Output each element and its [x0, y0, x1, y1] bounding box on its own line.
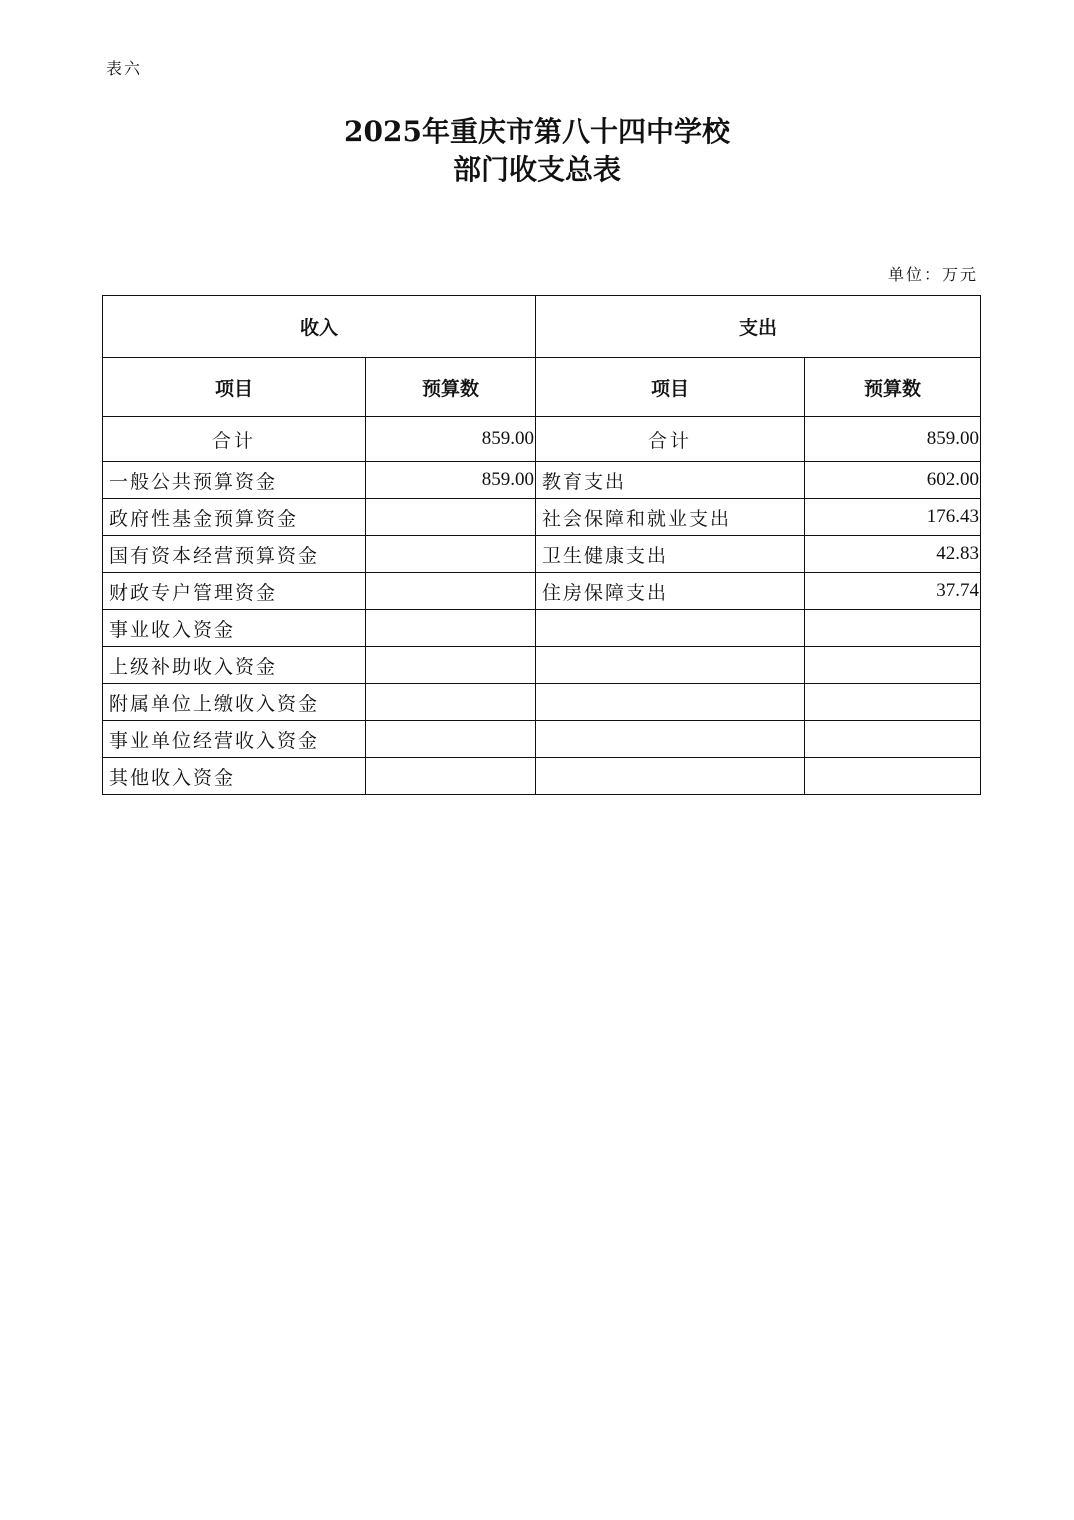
income-value — [366, 647, 536, 684]
income-item: 事业单位经营收入资金 — [103, 721, 366, 758]
income-expense-summary-table — [102, 295, 981, 795]
income-value — [366, 721, 536, 758]
expense-value — [805, 721, 981, 758]
expense-total-value: 859.00 — [805, 417, 981, 462]
page-subtitle: 部门收支总表 — [452, 153, 621, 186]
table-row — [103, 758, 981, 795]
income-item: 财政专户管理资金 — [103, 573, 366, 610]
unit-label: 单位：万元 — [887, 265, 978, 284]
income-total-label: 合计 — [103, 417, 366, 462]
expense-item: 住房保障支出 — [536, 573, 805, 610]
income-value — [366, 536, 536, 573]
income-item: 事业收入资金 — [103, 610, 366, 647]
income-value — [366, 684, 536, 721]
income-item-header: 项目 — [103, 358, 366, 417]
table-row — [103, 721, 981, 758]
expense-item — [536, 721, 805, 758]
income-budget-header: 预算数 — [366, 358, 536, 417]
income-value — [366, 610, 536, 647]
table-number: 表六 — [106, 59, 143, 78]
income-item: 国有资本经营预算资金 — [103, 536, 366, 573]
expense-item: 教育支出 — [536, 462, 805, 499]
table-row — [103, 610, 981, 647]
income-value — [366, 573, 536, 610]
income-item: 其他收入资金 — [103, 758, 366, 795]
expense-value — [805, 610, 981, 647]
group-header-row — [103, 296, 981, 358]
expense-value: 176.43 — [805, 499, 981, 536]
expense-item: 社会保障和就业支出 — [536, 499, 805, 536]
expense-item — [536, 684, 805, 721]
page-title: 2025年重庆市第八十四中学校 — [344, 115, 730, 148]
income-total-value: 859.00 — [366, 417, 536, 462]
income-item: 政府性基金预算资金 — [103, 499, 366, 536]
table-row — [103, 462, 981, 499]
expense-item — [536, 758, 805, 795]
income-item: 附属单位上缴收入资金 — [103, 684, 366, 721]
income-value — [366, 758, 536, 795]
income-value: 859.00 — [366, 462, 536, 499]
expense-value: 602.00 — [805, 462, 981, 499]
expense-value — [805, 684, 981, 721]
column-header-row — [103, 358, 981, 417]
expense-item: 卫生健康支出 — [536, 536, 805, 573]
expense-budget-header: 预算数 — [805, 358, 981, 417]
table-row — [103, 536, 981, 573]
expense-value — [805, 647, 981, 684]
total-row — [103, 417, 981, 462]
expense-value — [805, 758, 981, 795]
income-group-header: 收入 — [103, 296, 536, 358]
expense-total-label: 合计 — [536, 417, 805, 462]
table-row — [103, 573, 981, 610]
expense-value: 42.83 — [805, 536, 981, 573]
income-item: 上级补助收入资金 — [103, 647, 366, 684]
expense-value: 37.74 — [805, 573, 981, 610]
expense-item — [536, 647, 805, 684]
table-row — [103, 647, 981, 684]
expense-item-header: 项目 — [536, 358, 805, 417]
table-row — [103, 499, 981, 536]
table-row — [103, 684, 981, 721]
expense-item — [536, 610, 805, 647]
income-item: 一般公共预算资金 — [103, 462, 366, 499]
expense-group-header: 支出 — [536, 296, 981, 358]
income-value — [366, 499, 536, 536]
